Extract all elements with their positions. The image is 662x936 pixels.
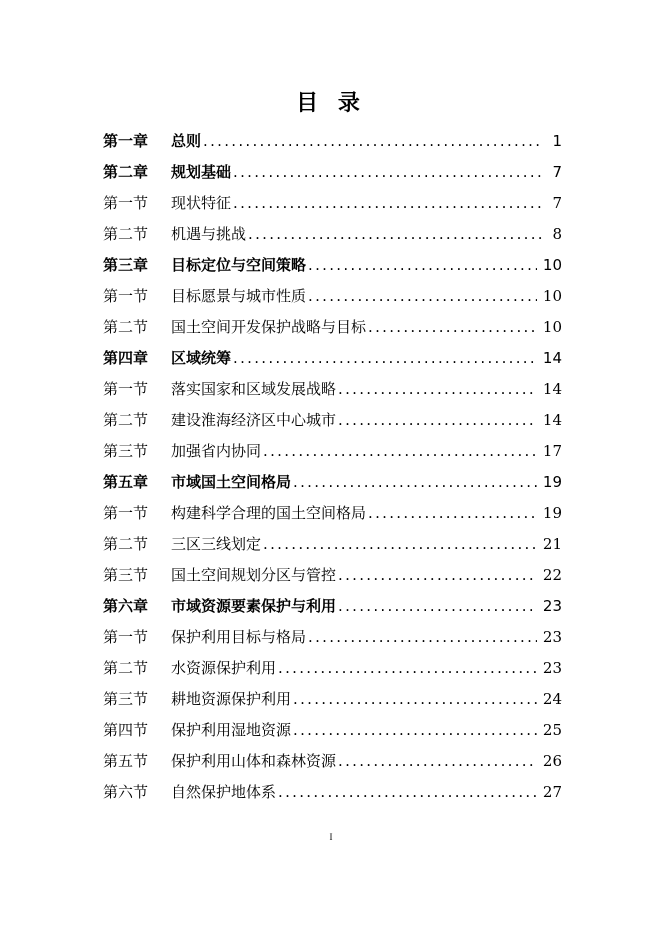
- toc-entry-title: 机遇与挑战: [171, 225, 247, 243]
- toc-entry-number: 第六节: [103, 783, 149, 801]
- toc-dot-leader: [338, 374, 537, 405]
- toc-chapter-entry[interactable]: [103, 343, 562, 374]
- toc-dot-leader: [338, 560, 537, 591]
- toc-dot-leader: [293, 684, 537, 715]
- toc-dot-leader: [278, 777, 537, 808]
- toc-dot-leader: [293, 467, 537, 498]
- toc-entry-number: 第二节: [103, 659, 149, 677]
- toc-section-entry[interactable]: [103, 498, 562, 529]
- toc-entry-number: 第六章: [103, 597, 149, 615]
- toc-entry-number: 第五章: [103, 473, 149, 491]
- toc-section-entry[interactable]: [103, 281, 562, 312]
- toc-entry-number: 第三章: [103, 256, 149, 274]
- toc-entry-page-number: 25: [542, 721, 562, 739]
- toc-section-entry[interactable]: [103, 715, 562, 746]
- toc-entry-page-number: 23: [542, 659, 562, 677]
- toc-entry-title: 建设淮海经济区中心城市: [171, 411, 337, 429]
- toc-entry-number: 第三节: [103, 566, 149, 584]
- toc-entry-number: 第四节: [103, 721, 149, 739]
- toc-entry-title: 自然保护地体系: [171, 783, 277, 801]
- toc-dot-leader: [263, 436, 537, 467]
- toc-dot-leader: [338, 405, 537, 436]
- toc-section-entry[interactable]: [103, 374, 562, 405]
- toc-chapter-entry[interactable]: [103, 126, 562, 157]
- toc-dot-leader: [368, 312, 537, 343]
- toc-chapter-entry[interactable]: [103, 591, 562, 622]
- toc-entry-page-number: 8: [552, 225, 562, 243]
- toc-entry-number: 第三节: [103, 442, 149, 460]
- toc-entry-page-number: 14: [542, 349, 562, 367]
- toc-entry-page-number: 10: [542, 256, 562, 274]
- toc-entry-title: 国土空间开发保护战略与目标: [171, 318, 367, 336]
- toc-entry-page-number: 21: [542, 535, 562, 553]
- toc-entry-number: 第四章: [103, 349, 149, 367]
- toc-chapter-entry[interactable]: [103, 157, 562, 188]
- toc-entry-number: 第二节: [103, 318, 149, 336]
- toc-entry-title: 三区三线划定: [171, 535, 262, 553]
- toc-entry-title: 目标定位与空间策略: [171, 256, 307, 274]
- toc-section-entry[interactable]: [103, 405, 562, 436]
- toc-entry-page-number: 10: [542, 287, 562, 305]
- toc-entry-title: 区域统筹: [171, 349, 232, 367]
- toc-dot-leader: [338, 591, 537, 622]
- toc-entry-title: 规划基础: [171, 163, 232, 181]
- toc-chapter-entry[interactable]: [103, 250, 562, 281]
- toc-entry-page-number: 23: [542, 628, 562, 646]
- toc-entry-number: 第一节: [103, 504, 149, 522]
- toc-section-entry[interactable]: [103, 746, 562, 777]
- toc-entry-number: 第二节: [103, 535, 149, 553]
- toc-entry-page-number: 17: [542, 442, 562, 460]
- toc-entry-number: 第一章: [103, 132, 149, 150]
- toc-entry-title: 市域资源要素保护与利用: [171, 597, 337, 615]
- toc-dot-leader: [278, 653, 537, 684]
- toc-entry-number: 第五节: [103, 752, 149, 770]
- toc-entry-page-number: 14: [542, 380, 562, 398]
- toc-entry-number: 第三节: [103, 690, 149, 708]
- toc-entry-number: 第一节: [103, 380, 149, 398]
- toc-section-entry[interactable]: [103, 219, 562, 250]
- toc-dot-leader: [233, 188, 542, 219]
- toc-entry-title: 水资源保护利用: [171, 659, 277, 677]
- table-of-contents: [103, 126, 562, 808]
- toc-section-entry[interactable]: [103, 188, 562, 219]
- toc-entry-title: 国土空间规划分区与管控: [171, 566, 337, 584]
- toc-entry-title: 保护利用山体和森林资源: [171, 752, 337, 770]
- toc-entry-title: 总则: [171, 132, 202, 150]
- toc-dot-leader: [233, 157, 542, 188]
- toc-entry-page-number: 7: [552, 163, 562, 181]
- toc-entry-number: 第二节: [103, 411, 149, 429]
- toc-section-entry[interactable]: [103, 560, 562, 591]
- toc-entry-number: 第一节: [103, 287, 149, 305]
- toc-dot-leader: [293, 715, 537, 746]
- toc-section-entry[interactable]: [103, 312, 562, 343]
- toc-entry-title: 耕地资源保护利用: [171, 690, 292, 708]
- toc-dot-leader: [263, 529, 537, 560]
- toc-entry-page-number: 19: [542, 504, 562, 522]
- toc-dot-leader: [308, 281, 537, 312]
- toc-section-entry[interactable]: [103, 777, 562, 808]
- toc-entry-page-number: 22: [542, 566, 562, 584]
- toc-dot-leader: [368, 498, 537, 529]
- toc-entry-title: 保护利用目标与格局: [171, 628, 307, 646]
- toc-entry-page-number: 10: [542, 318, 562, 336]
- toc-entry-title: 目标愿景与城市性质: [171, 287, 307, 305]
- toc-chapter-entry[interactable]: [103, 467, 562, 498]
- toc-dot-leader: [248, 219, 542, 250]
- toc-entry-number: 第一节: [103, 194, 149, 212]
- toc-entry-page-number: 14: [542, 411, 562, 429]
- toc-section-entry[interactable]: [103, 684, 562, 715]
- toc-entry-page-number: 7: [552, 194, 562, 212]
- toc-entry-title: 落实国家和区域发展战略: [171, 380, 337, 398]
- toc-entry-page-number: 24: [542, 690, 562, 708]
- footer-page-number: I: [329, 832, 333, 842]
- toc-entry-title: 保护利用湿地资源: [171, 721, 292, 739]
- toc-section-entry[interactable]: [103, 622, 562, 653]
- toc-entry-title: 构建科学合理的国土空间格局: [171, 504, 367, 522]
- toc-section-entry[interactable]: [103, 653, 562, 684]
- toc-title: 目 录: [296, 90, 366, 116]
- toc-dot-leader: [203, 126, 542, 157]
- toc-dot-leader: [338, 746, 537, 777]
- toc-dot-leader: [308, 622, 537, 653]
- toc-entry-number: 第二章: [103, 163, 149, 181]
- toc-entry-page-number: 26: [542, 752, 562, 770]
- toc-dot-leader: [308, 250, 537, 281]
- toc-entry-number: 第二节: [103, 225, 149, 243]
- toc-section-entry[interactable]: [103, 436, 562, 467]
- toc-entry-title: 加强省内协同: [171, 442, 262, 460]
- toc-entry-number: 第一节: [103, 628, 149, 646]
- toc-entry-page-number: 23: [542, 597, 562, 615]
- toc-entry-page-number: 1: [552, 132, 562, 150]
- toc-dot-leader: [233, 343, 537, 374]
- toc-section-entry[interactable]: [103, 529, 562, 560]
- toc-entry-title: 现状特征: [171, 194, 232, 212]
- toc-entry-title: 市域国土空间格局: [171, 473, 292, 491]
- toc-entry-page-number: 19: [542, 473, 562, 491]
- toc-entry-page-number: 27: [542, 783, 562, 801]
